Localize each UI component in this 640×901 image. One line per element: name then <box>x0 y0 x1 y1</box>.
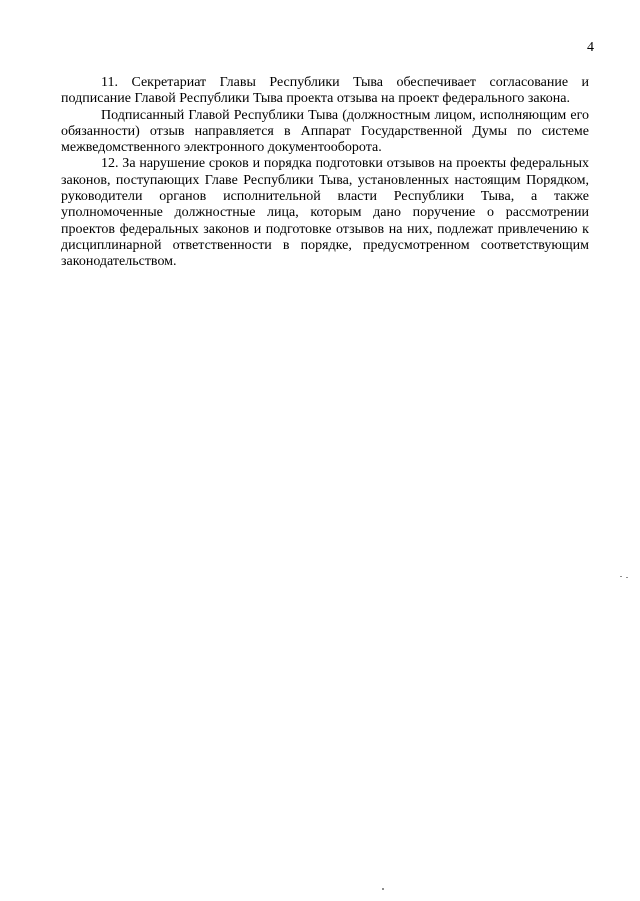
scan-speck <box>620 576 622 577</box>
scan-speck <box>382 888 384 890</box>
document-body <box>61 75 589 271</box>
paragraph-signed-review: Подписанный Главой Республики Тыва (должностным лицом, исполняющим его обязанности) отзыв направляется в Аппарат Государственной Думы по системе межведомственного электронного документооборота. <box>61 107 589 156</box>
page-number: 4 <box>587 40 594 55</box>
paragraph-11: 11. Секретариат Главы Республики Тыва обеспечивает согласование и подписание Главой Республики Тыва проекта отзыва на проект федерального закона. <box>61 75 589 107</box>
paragraph-12: 12. За нарушение сроков и порядка подготовки отзывов на проекты федеральных законов, поступающих Главе Республики Тыва, установленных настоящим Порядком, руководители органов исполнительной власти Республики Тыва, а также уполномоченные должностные лица, которым дано поручение о рассмотрении проектов федеральных законов и подготовке отзывов на них, подлежат привлечению к дисциплинарной ответственности в порядке, предусмотренном соответствующим законодательством. <box>61 156 589 270</box>
scan-speck <box>626 577 628 578</box>
